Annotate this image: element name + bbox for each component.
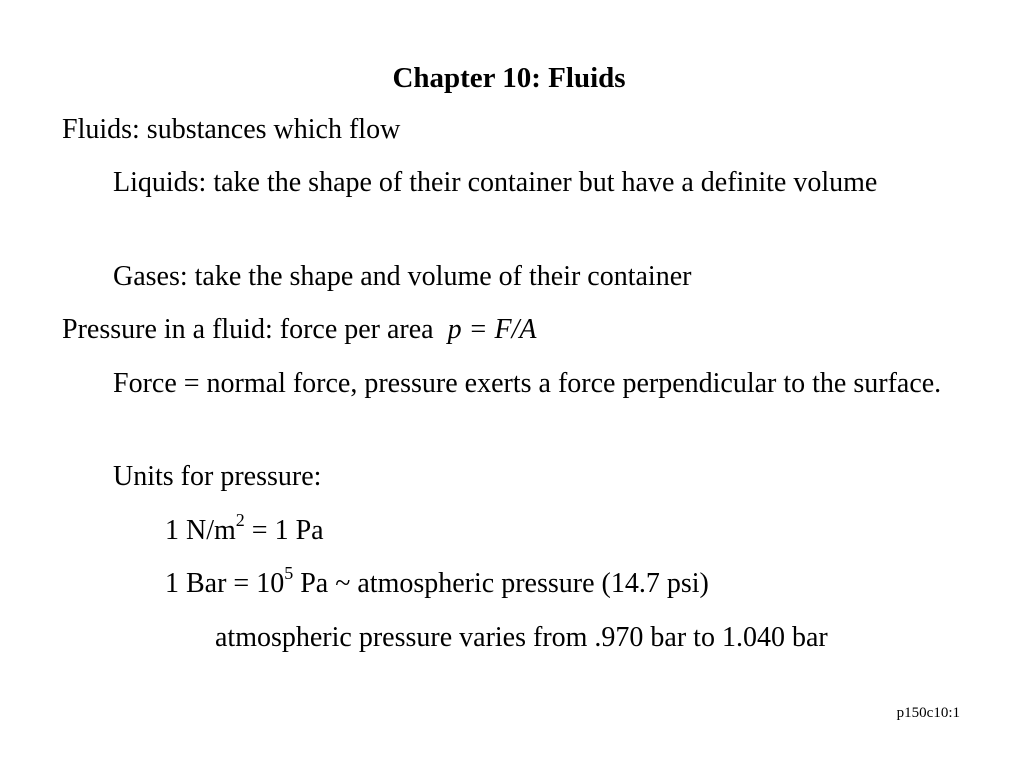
atmospheric-range: atmospheric pressure varies from .970 bar to 1.040 bar	[215, 622, 828, 653]
unit-pascal-suffix: = 1 Pa	[244, 515, 324, 546]
unit-bar	[165, 564, 955, 604]
slide-footer-id: p150c10:1	[896, 705, 960, 721]
slide-title: Chapter 10: Fluids	[392, 62, 626, 94]
gases-definition: Gases: take the shape and volume of their container	[113, 261, 692, 292]
unit-bar-prefix: 1 Bar = 10	[165, 568, 285, 599]
unit-bar-exponent: 5	[284, 562, 294, 583]
unit-bar-suffix: Pa ~ atmospheric pressure (14.7 psi)	[293, 568, 709, 599]
unit-pascal	[165, 511, 955, 551]
pressure-text: Pressure in a fluid: force per area	[62, 314, 434, 345]
liquids-definition: Liquids: take the shape of their container but have a definite volume	[113, 167, 878, 198]
pressure-formula: p = F/A	[447, 314, 537, 345]
units-heading: Units for pressure:	[113, 461, 322, 492]
pressure-definition	[62, 310, 952, 350]
force-description: Force = normal force, pressure exerts a force perpendicular to the surface.	[113, 368, 942, 399]
unit-pascal-prefix: 1 N/m	[165, 515, 236, 546]
fluids-definition: Fluids: substances which flow	[62, 114, 401, 145]
unit-pascal-exponent: 2	[235, 509, 245, 530]
